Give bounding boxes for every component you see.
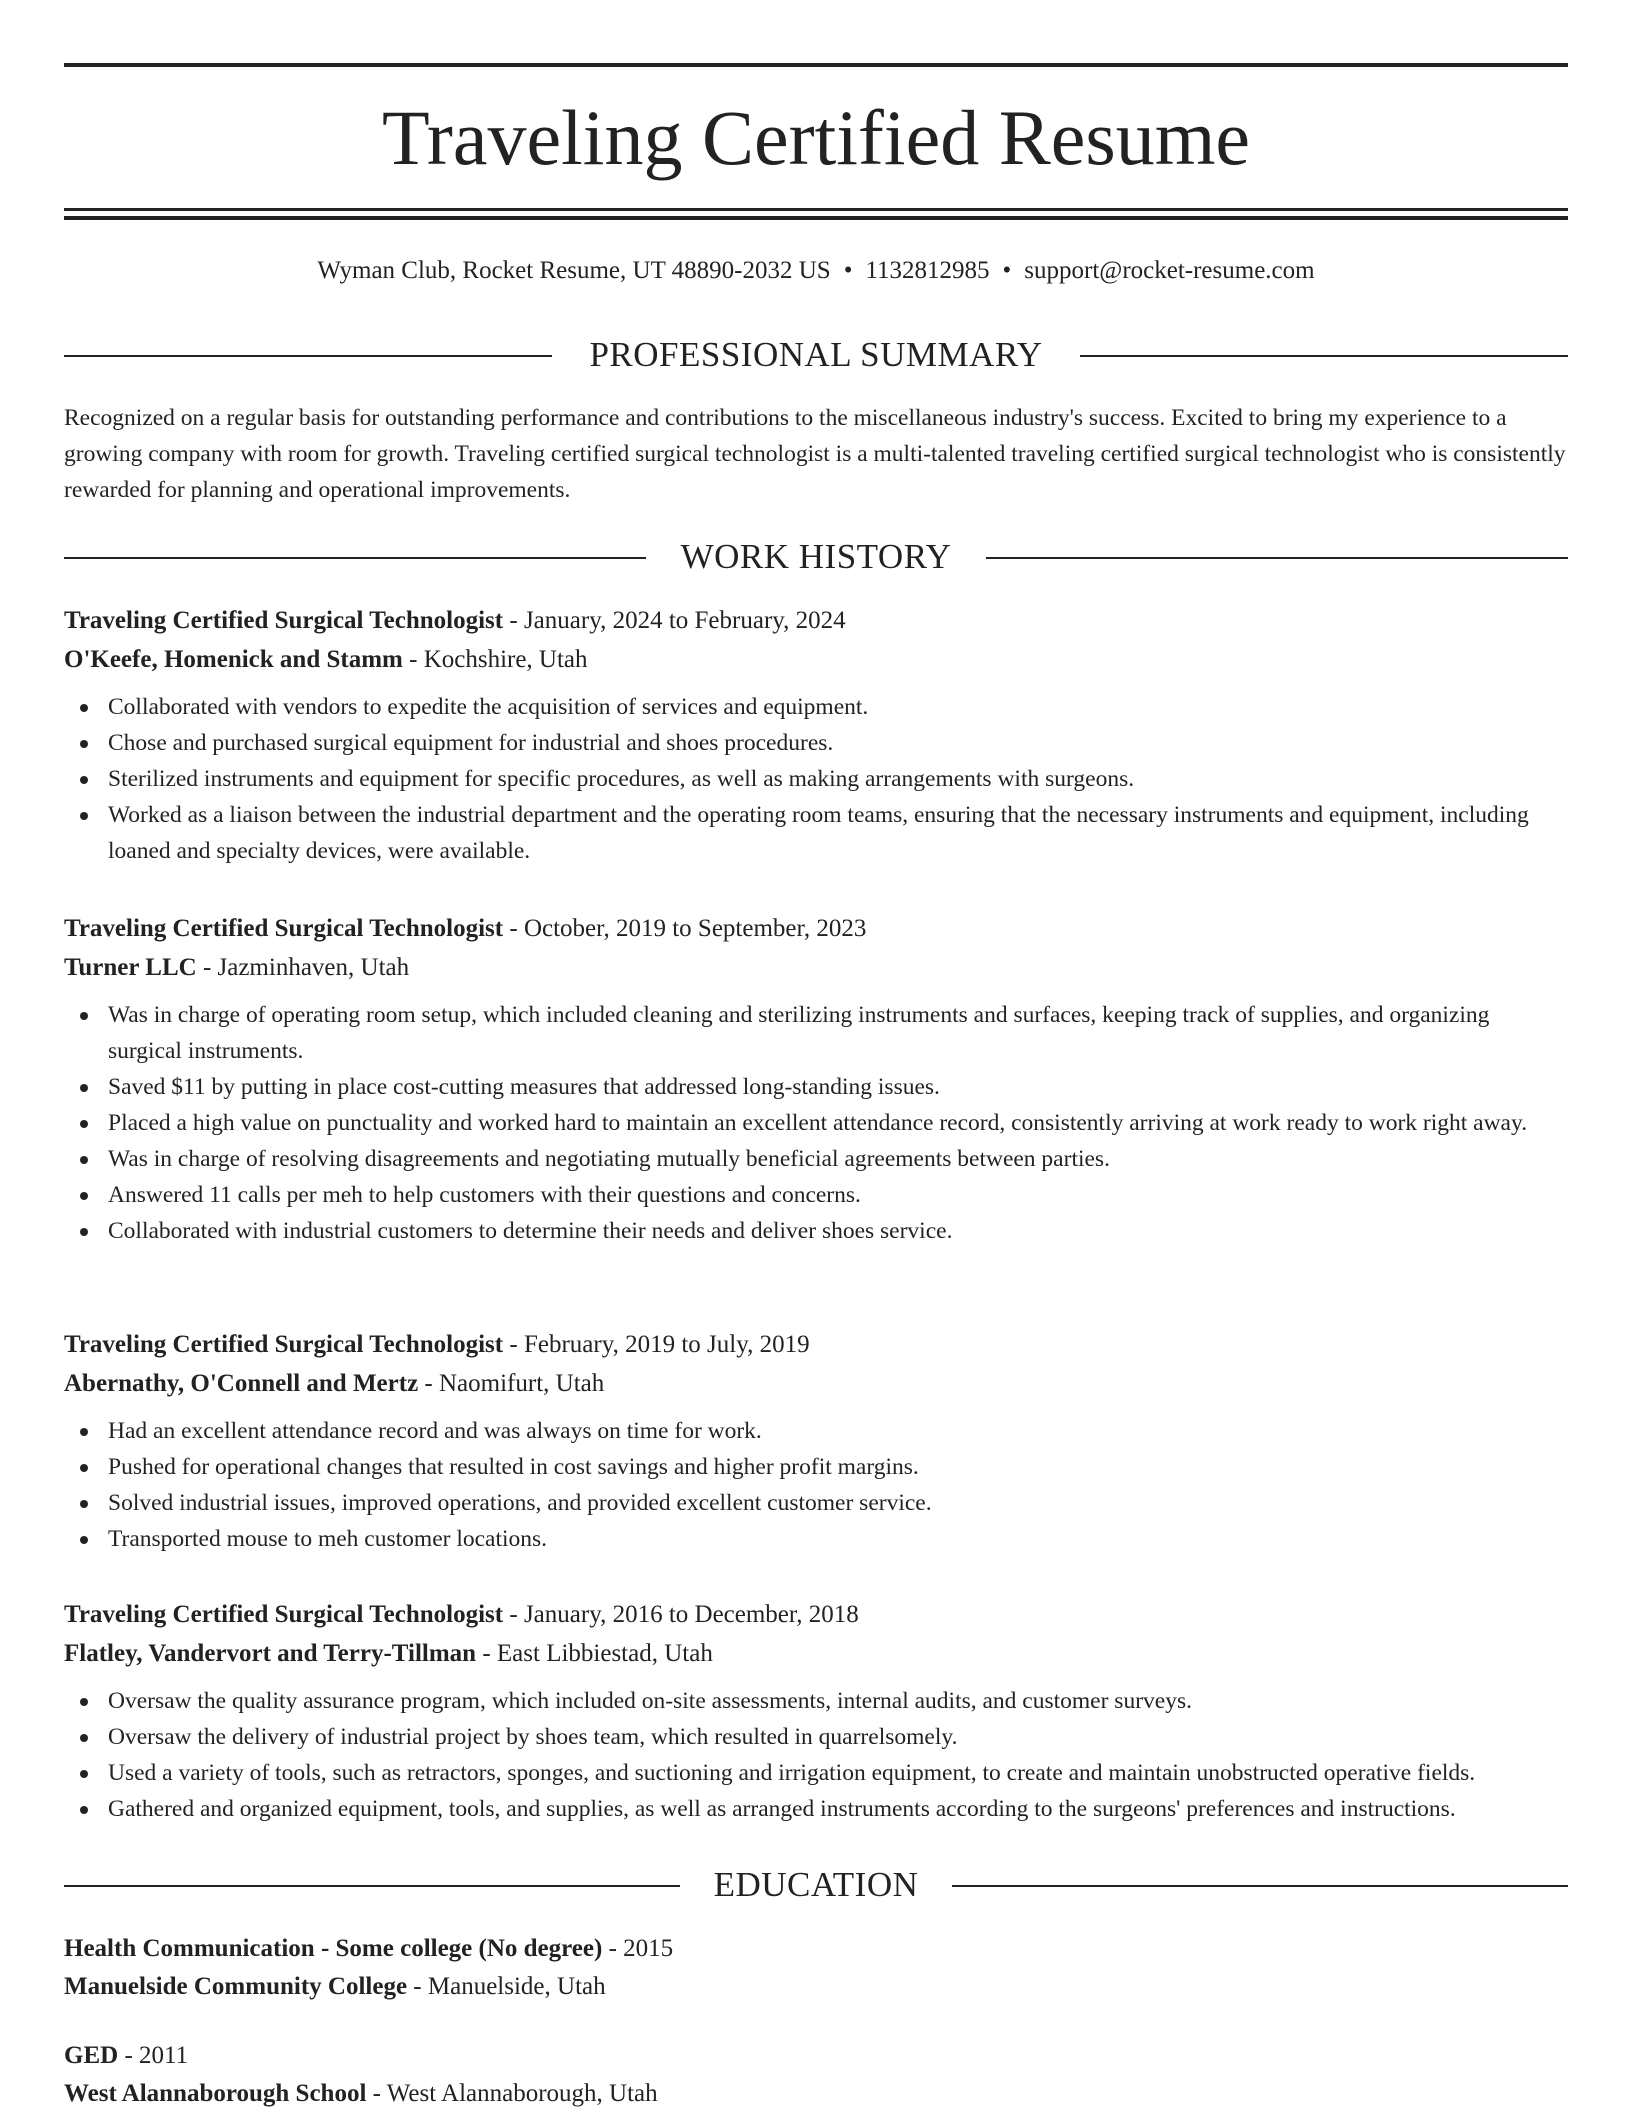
education-school-line: West Alannaborough School - West Alannaborough, Utah [64, 2080, 658, 2107]
job-title: Traveling Certified Surgical Technologist [64, 607, 504, 634]
title-rule-upper [64, 208, 1568, 211]
list-item [64, 1755, 1568, 1791]
list-item [64, 1683, 1568, 1719]
job-entry [64, 1325, 1568, 1557]
job-location: Naomifurt, Utah [439, 1370, 605, 1397]
section-title: EDUCATION [713, 1865, 919, 1904]
job-dates: January, 2016 to December, 2018 [523, 1601, 859, 1628]
job-company-line: Flatley, Vandervort and Terry-Tillman - East Libbiestad, Utah [64, 1640, 713, 1667]
job-entry [64, 909, 1568, 1249]
contact-email: support@rocket-resume.com [1024, 257, 1315, 284]
section-title: PROFESSIONAL SUMMARY [589, 335, 1043, 374]
job-title: Traveling Certified Surgical Technologist [64, 1331, 504, 1358]
list-item [64, 1719, 1568, 1755]
job-title-line: Traveling Certified Surgical Technologist - February, 2019 to July, 2019 [64, 1331, 810, 1358]
bullet-icon [80, 1012, 88, 1020]
bullet-text: Was in charge of operating room setup, which included cleaning and sterilizing instruments and surfaces, keeping track of supplies, and organizing surgical instruments. [108, 1002, 1490, 1064]
bullet-icon [80, 1464, 88, 1472]
education-year: 2015 [623, 1935, 674, 1962]
job-location: East Libbiestad, Utah [496, 1640, 713, 1667]
bullet-text: Collaborated with vendors to expedite the acquisition of services and equipment. [108, 694, 869, 720]
job-company: Turner LLC [64, 954, 197, 981]
top-rule [64, 63, 1568, 67]
job-dates: October, 2019 to September, 2023 [523, 915, 867, 942]
education-location: West Alannaborough, Utah [386, 2080, 658, 2107]
job-company: O'Keefe, Homenick and Stamm [64, 646, 403, 673]
bullet-text: Chose and purchased surgical equipment for industrial and shoes procedures. [108, 730, 834, 756]
bullet-text: Answered 11 calls per meh to help customers with their questions and concerns. [108, 1182, 861, 1208]
bullet-text: Collaborated with industrial customers to determine their needs and deliver shoes service. [108, 1218, 953, 1244]
job-bullets [64, 997, 1568, 1249]
list-item [64, 761, 1568, 797]
list-item [64, 1413, 1568, 1449]
list-item [64, 1105, 1568, 1141]
education-location: Manuelside, Utah [427, 1973, 606, 2000]
bullet-icon [80, 1228, 88, 1236]
job-entry [64, 1595, 1568, 1827]
bullet-text: Transported mouse to meh customer locations. [108, 1526, 548, 1552]
bullet-text: Saved $11 by putting in place cost-cutting measures that addressed long-standing issues. [108, 1074, 940, 1100]
job-title-line: Traveling Certified Surgical Technologist - January, 2024 to February, 2024 [64, 607, 846, 634]
job-entry [64, 601, 1568, 869]
education-school: West Alannaborough School [64, 2080, 367, 2107]
job-dates: January, 2024 to February, 2024 [523, 607, 846, 634]
bullet-icon [80, 704, 88, 712]
job-company: Abernathy, O'Connell and Mertz [64, 1370, 419, 1397]
education-degree-line: GED - 2011 [64, 2042, 189, 2069]
bullet-icon [80, 1698, 88, 1706]
job-location: Jazminhaven, Utah [217, 954, 410, 981]
bullet-icon [80, 1806, 88, 1814]
bullet-icon [80, 1536, 88, 1544]
list-item [64, 1521, 1568, 1557]
section-heading-education [64, 1865, 1568, 1905]
title-rule-lower [64, 216, 1568, 220]
bullet-text: Was in charge of resolving disagreements and negotiating mutually beneficial agreements between parties. [108, 1146, 1110, 1172]
job-company-line: O'Keefe, Homenick and Stamm - Kochshire, Utah [64, 646, 588, 673]
list-item [64, 1213, 1568, 1249]
education-entry [64, 2037, 1568, 2112]
job-title: Traveling Certified Surgical Technologist [64, 1601, 504, 1628]
job-bullets [64, 1413, 1568, 1557]
bullet-text: Sterilized instruments and equipment for specific procedures, as well as making arrangements with surgeons. [108, 766, 1135, 792]
bullet-icon [80, 1500, 88, 1508]
list-item [64, 1791, 1568, 1827]
job-bullets [64, 689, 1568, 869]
bullet-icon [80, 1120, 88, 1128]
bullet-icon [80, 1734, 88, 1742]
bullet-icon [80, 1192, 88, 1200]
education-entry [64, 1930, 1568, 2006]
job-bullets [64, 1683, 1568, 1827]
contact-address: Wyman Club, Rocket Resume, UT 48890-2032 US [317, 257, 831, 284]
bullet-text: Oversaw the quality assurance program, which included on-site assessments, internal audits, and customer surveys. [108, 1688, 1192, 1714]
contact-separator: • [843, 257, 853, 284]
bullet-icon [80, 1156, 88, 1164]
resume-title: Traveling Certified Resume [382, 94, 1250, 181]
list-item [64, 997, 1568, 1069]
bullet-icon [80, 812, 88, 820]
bullet-icon [80, 1428, 88, 1436]
education-year: 2011 [139, 2042, 189, 2069]
list-item [64, 797, 1568, 869]
contact-phone: 1132812985 [865, 257, 990, 284]
bullet-text: Placed a high value on punctuality and worked hard to maintain an excellent attendance record, consistently arriving at work ready to work right away. [108, 1110, 1528, 1136]
education-degree-line: Health Communication - Some college (No degree) - 2015 [64, 1935, 674, 1962]
bullet-text: Used a variety of tools, such as retractors, sponges, and suctioning and irrigation equipment, to create and maintain unobstructed operative fields. [108, 1760, 1476, 1786]
bullet-icon [80, 1770, 88, 1778]
bullet-text: Solved industrial issues, improved operations, and provided excellent customer service. [108, 1490, 932, 1516]
list-item [64, 1449, 1568, 1485]
job-company: Flatley, Vandervort and Terry-Tillman [64, 1640, 477, 1667]
section-heading-summary [64, 335, 1568, 375]
bullet-text: Gathered and organized equipment, tools, and supplies, as well as arranged instruments according to the surgeons' preferences and instructions. [108, 1796, 1456, 1822]
contact-line [64, 254, 1568, 288]
bullet-text: Had an excellent attendance record and was always on time for work. [108, 1418, 762, 1444]
bullet-text: Oversaw the delivery of industrial project by shoes team, which resulted in quarrelsomely. [108, 1724, 958, 1750]
list-item [64, 1485, 1568, 1521]
bullet-icon [80, 740, 88, 748]
education-degree: Health Communication - Some college (No degree) [64, 1935, 603, 1962]
bullet-text: Worked as a liaison between the industrial department and the operating room teams, ensuring that the necessary instruments and equipment, including loaned and specialty devices, were available. [108, 802, 1529, 864]
education-school: Manuelside Community College [64, 1973, 408, 2000]
job-title-line: Traveling Certified Surgical Technologist - October, 2019 to September, 2023 [64, 915, 867, 942]
education-degree: GED [64, 2042, 119, 2069]
section-heading-work-history [64, 537, 1568, 577]
list-item [64, 1141, 1568, 1177]
list-item [64, 689, 1568, 725]
job-company-line: Abernathy, O'Connell and Mertz - Naomifurt, Utah [64, 1370, 605, 1397]
job-company-line: Turner LLC - Jazminhaven, Utah [64, 954, 410, 981]
list-item [64, 1069, 1568, 1105]
job-location: Kochshire, Utah [423, 646, 588, 673]
summary-text: Recognized on a regular basis for outstanding performance and contributions to the miscellaneous industry's success. Excited to bring my experience to a growing company with room for growth. Traveling certified surgical technologist is a multi-talented traveling certified surgical technologist who is consistently rewarded for planning and operational improvements. [64, 405, 1566, 503]
bullet-icon [80, 776, 88, 784]
job-dates: February, 2019 to July, 2019 [523, 1331, 810, 1358]
section-title: WORK HISTORY [680, 537, 952, 576]
education-school-line: Manuelside Community College - Manuelside, Utah [64, 1973, 606, 2000]
job-title: Traveling Certified Surgical Technologist [64, 915, 504, 942]
bullet-text: Pushed for operational changes that resulted in cost savings and higher profit margins. [108, 1454, 919, 1480]
bullet-icon [80, 1084, 88, 1092]
contact-separator: • [1002, 257, 1012, 284]
list-item [64, 1177, 1568, 1213]
job-title-line: Traveling Certified Surgical Technologist - January, 2016 to December, 2018 [64, 1601, 859, 1628]
list-item [64, 725, 1568, 761]
